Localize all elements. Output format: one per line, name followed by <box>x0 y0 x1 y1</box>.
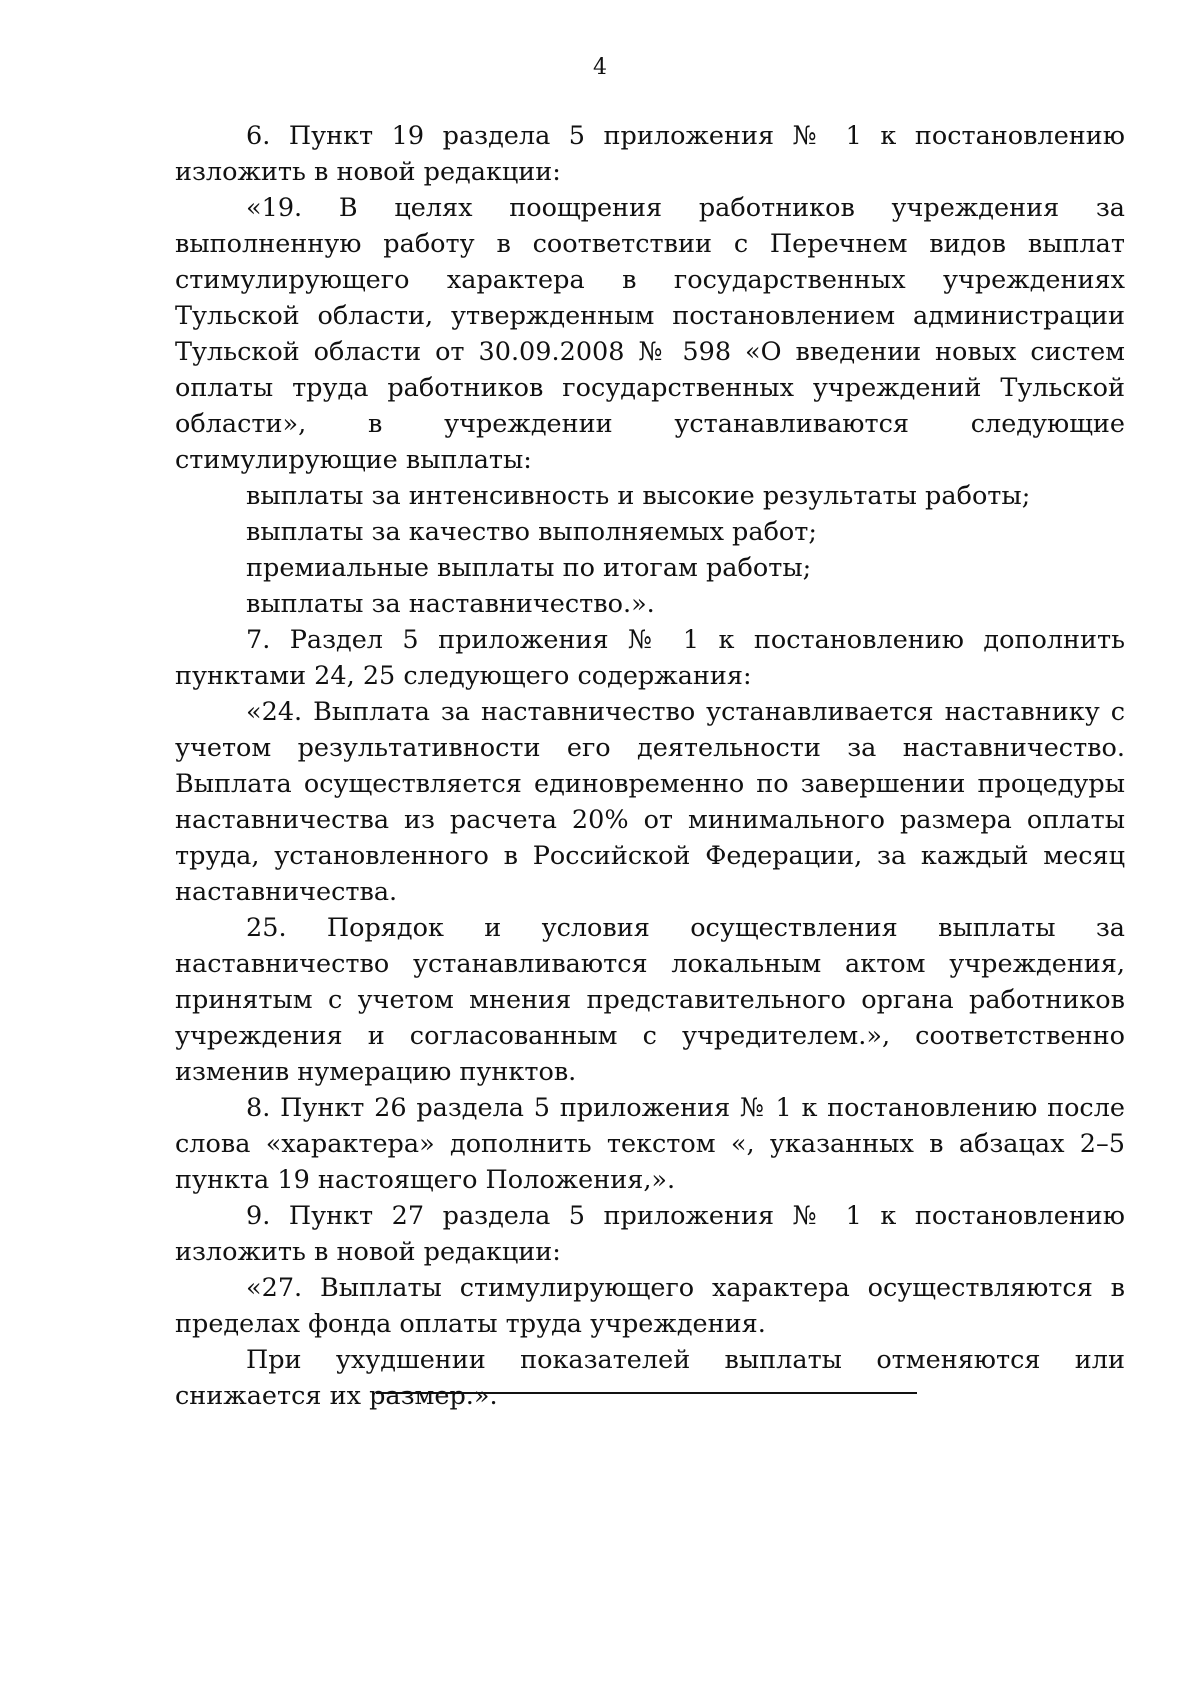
document-body <box>175 118 1125 1414</box>
paragraph-item-9: 9. Пункт 27 раздела 5 приложения № 1 к постановлению изложить в новой редакции: <box>175 1201 1125 1267</box>
closing-divider <box>376 1392 917 1394</box>
list-item-intensity: выплаты за интенсивность и высокие результаты работы; <box>246 481 1031 511</box>
list-item-bonus: премиальные выплаты по итогам работы; <box>246 553 812 583</box>
paragraph-item-6: 6. Пункт 19 раздела 5 приложения № 1 к постановлению изложить в новой редакции: <box>175 121 1125 187</box>
paragraph-quote-27-cont: При ухудшении показателей выплаты отменяются или снижается их размер.». <box>175 1345 1125 1411</box>
paragraph-quote-24: «24. Выплата за наставничество устанавливается наставнику с учетом результативности его деятельности за наставничество. Выплата осуществляется единовременно по завершении процедуры наставничества из расчета 20% от минимального размера оплаты труда, установленного в Российской Федерации, за каждый месяц наставничества. <box>175 697 1125 907</box>
paragraph-quote-19: «19. В целях поощрения работников учреждения за выполненную работу в соответствии с Перечнем видов выплат стимулирующего характера в государственных учреждениях Тульской области, утвержденным постановлением администрации Тульской области от 30.09.2008 № 598 «О введении новых систем оплаты труда работников государственных учреждений Тульской области», в учреждении устанавливаются следующие стимулирующие выплаты: <box>175 193 1125 475</box>
list-item-quality: выплаты за качество выполняемых работ; <box>246 517 817 547</box>
page-number: 4 <box>593 55 607 80</box>
paragraph-quote-27: «27. Выплаты стимулирующего характера осуществляются в пределах фонда оплаты труда учреждения. <box>175 1273 1125 1339</box>
paragraph-item-8: 8. Пункт 26 раздела 5 приложения № 1 к постановлению после слова «характера» дополнить текстом «, указанных в абзацах 2–5 пункта 19 настоящего Положения,». <box>175 1093 1125 1195</box>
list-item-mentoring: выплаты за наставничество.». <box>246 589 655 619</box>
paragraph-quote-25: 25. Порядок и условия осуществления выплаты за наставничество устанавливаются локальным актом учреждения, принятым с учетом мнения представительного органа работников учреждения и согласованным с учредителем.», соответственно изменив нумерацию пунктов. <box>175 913 1125 1087</box>
paragraph-item-7: 7. Раздел 5 приложения № 1 к постановлению дополнить пунктами 24, 25 следующего содержания: <box>175 625 1125 691</box>
